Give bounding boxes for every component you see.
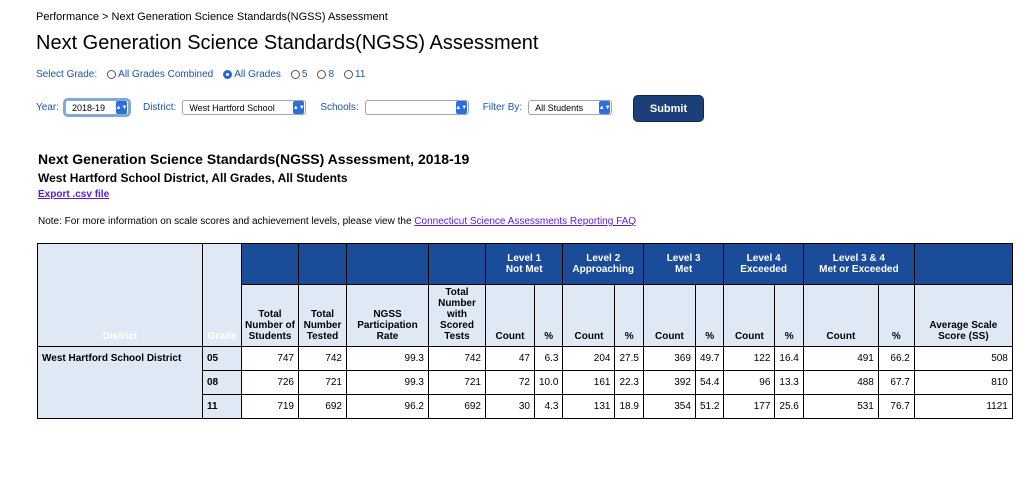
table-cell: 508	[914, 347, 1012, 371]
count-header: Count	[486, 285, 535, 347]
faq-link[interactable]: Connecticut Science Assessments Reporting FAQ	[414, 216, 637, 227]
pct-header: %	[615, 285, 643, 347]
grade-cell: 08	[203, 371, 242, 395]
report-title: Next Generation Science Standards(NGSS) Assessment, 2018-19	[38, 151, 470, 167]
radio-label: 8	[328, 69, 335, 80]
table-cell: 692	[429, 395, 486, 419]
table-cell: 726	[242, 371, 299, 395]
participation-header: NGSS Participation Rate	[347, 285, 429, 347]
pct-header: %	[695, 285, 723, 347]
count-header: Count	[643, 285, 695, 347]
table-cell: 54.4	[695, 371, 723, 395]
table-cell: 531	[803, 395, 878, 419]
table-cell: 99.3	[347, 371, 429, 395]
schools-label: Schools:	[320, 102, 359, 113]
radio-off-icon[interactable]	[291, 70, 300, 79]
results-table	[37, 243, 1013, 419]
blank-header	[347, 244, 429, 285]
table-cell: 72	[486, 371, 535, 395]
district-header: District	[38, 244, 203, 347]
table-cell: 66.2	[878, 347, 914, 371]
table-cell: 67.7	[878, 371, 914, 395]
table-cell: 10.0	[535, 371, 563, 395]
table-cell: 392	[643, 371, 695, 395]
table-cell: 96.2	[347, 395, 429, 419]
table-cell: 51.2	[695, 395, 723, 419]
grade-header: Grade	[203, 244, 242, 347]
table-cell: 131	[563, 395, 615, 419]
report-subtitle: West Hartford School District, All Grades, All Students	[38, 171, 348, 185]
radio-off-icon[interactable]	[107, 70, 116, 79]
table-cell: 810	[914, 371, 1012, 395]
breadcrumb: Performance > Next Generation Science Standards(NGSS) Assessment	[36, 11, 388, 23]
table-cell: 354	[643, 395, 695, 419]
table-cell: 96	[724, 371, 775, 395]
chevron-updown-icon: ▲▼	[599, 101, 610, 114]
year-label: Year:	[36, 102, 59, 113]
radio-all-grades[interactable]	[223, 69, 281, 80]
table-cell: 742	[429, 347, 486, 371]
blank-header	[914, 244, 1012, 285]
table-cell: 27.5	[615, 347, 643, 371]
radio-grade-5[interactable]	[291, 69, 308, 80]
chevron-updown-icon: ▲▼	[116, 101, 127, 114]
district-label: District:	[142, 102, 177, 113]
grade-selector	[36, 69, 375, 80]
radio-label: All Grades	[234, 69, 281, 80]
level-3-4-header: Level 3 & 4 Met or Exceeded	[803, 244, 914, 285]
table-cell: 742	[299, 347, 347, 371]
table-cell: 25.6	[775, 395, 803, 419]
table-cell: 4.3	[535, 395, 563, 419]
table-cell: 122	[724, 347, 775, 371]
note-text: Note: For more information on scale scores and achievement levels, please view the	[38, 216, 415, 227]
pct-header: %	[775, 285, 803, 347]
count-header: Count	[724, 285, 775, 347]
filter-bar	[36, 100, 626, 115]
district-cell: West Hartford School District	[38, 347, 203, 419]
blank-header	[429, 244, 486, 285]
radio-label: 5	[301, 69, 308, 80]
table-cell: 719	[242, 395, 299, 419]
blank-header	[299, 244, 347, 285]
chevron-updown-icon: ▲▼	[456, 101, 467, 114]
avg-scale-score-header: Average Scale Score (SS)	[914, 285, 1012, 347]
table-cell: 49.7	[695, 347, 723, 371]
table-cell: 47	[486, 347, 535, 371]
radio-grade-11[interactable]	[344, 69, 365, 80]
radio-off-icon[interactable]	[344, 70, 353, 79]
export-csv-link[interactable]: Export .csv file	[38, 189, 110, 200]
scored-tests-header: Total Number with Scored Tests	[429, 285, 486, 347]
radio-label: 11	[355, 69, 366, 80]
table-cell: 16.4	[775, 347, 803, 371]
total-students-header: Total Number of Students	[242, 285, 299, 347]
level-3-header: Level 3 Met	[643, 244, 723, 285]
table-cell: 161	[563, 371, 615, 395]
year-select[interactable]	[65, 100, 129, 115]
page-title: Next Generation Science Standards(NGSS) Assessment	[36, 32, 539, 54]
level-1-header: Level 1 Not Met	[486, 244, 563, 285]
radio-all-grades-combined[interactable]	[107, 69, 213, 80]
table-cell: 721	[429, 371, 486, 395]
table-cell: 6.3	[535, 347, 563, 371]
radio-grade-8[interactable]	[317, 69, 334, 80]
table-cell: 30	[486, 395, 535, 419]
radio-off-icon[interactable]	[317, 70, 326, 79]
schools-select[interactable]	[365, 100, 469, 115]
table-cell: 22.3	[615, 371, 643, 395]
table-cell: 99.3	[347, 347, 429, 371]
submit-button[interactable]: Submit	[633, 95, 704, 122]
table-cell: 747	[242, 347, 299, 371]
table-cell: 177	[724, 395, 775, 419]
pct-header: %	[878, 285, 914, 347]
filter-by-label: Filter By:	[482, 102, 523, 113]
blank-header	[242, 244, 299, 285]
note	[38, 216, 636, 227]
count-header: Count	[563, 285, 615, 347]
level-header-row	[38, 244, 1013, 285]
level-2-header: Level 2 Approaching	[563, 244, 643, 285]
table-cell: 488	[803, 371, 878, 395]
table-cell: 18.9	[615, 395, 643, 419]
table-cell: 204	[563, 347, 615, 371]
filter-by-value: All Students	[535, 102, 584, 113]
select-grade-label: Select Grade:	[36, 69, 98, 80]
level-4-header: Level 4 Exceeded	[724, 244, 803, 285]
table-cell: 692	[299, 395, 347, 419]
filter-by-select[interactable]	[528, 100, 612, 115]
radio-on-icon[interactable]	[223, 70, 232, 79]
table-cell: 76.7	[878, 395, 914, 419]
radio-label: All Grades Combined	[118, 69, 214, 80]
grade-cell: 11	[203, 395, 242, 419]
chevron-updown-icon: ▲▼	[293, 101, 304, 114]
district-select[interactable]	[182, 100, 306, 115]
year-value: 2018-19	[71, 102, 106, 113]
total-tested-header: Total Number Tested	[299, 285, 347, 347]
count-header: Count	[803, 285, 878, 347]
table-cell: 721	[299, 371, 347, 395]
table-cell: 491	[803, 347, 878, 371]
table-cell: 1121	[914, 395, 1012, 419]
table-row	[38, 347, 1013, 371]
table-cell: 13.3	[775, 371, 803, 395]
district-value: West Hartford School	[189, 102, 275, 113]
pct-header: %	[535, 285, 563, 347]
table-cell: 369	[643, 347, 695, 371]
grade-cell: 05	[203, 347, 242, 371]
